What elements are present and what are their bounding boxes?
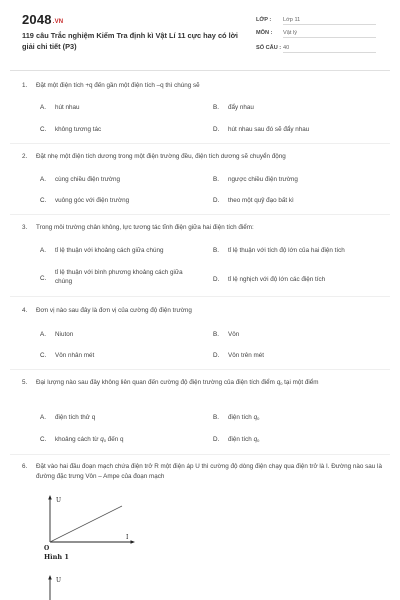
y-axis-arrow	[48, 575, 52, 580]
q5-option-b[interactable]: B. điện tích $q_0$	[213, 414, 260, 421]
question-number: 3.	[22, 224, 28, 231]
q1-option-a[interactable]: A. hút nhau	[40, 104, 80, 111]
x-axis-label: I	[126, 534, 129, 541]
question-number: 6.	[22, 463, 28, 470]
question-text: Đặt một điện tích +q đến gần một điện tích –q thì chúng sẽ	[36, 82, 200, 89]
y-axis-label: U	[56, 577, 62, 584]
question-1	[22, 81, 382, 91]
header-divider	[10, 70, 390, 71]
question-count-value: 40	[283, 45, 376, 53]
q1-option-c[interactable]: C. không tương tác	[40, 126, 102, 133]
q5-option-a[interactable]: A. điện tích thử q	[40, 414, 96, 421]
question-3	[22, 223, 382, 233]
q1-option-d[interactable]: D. hút nhau sau đó sẽ đẩy nhau	[213, 126, 310, 133]
origin-label: O	[44, 545, 50, 552]
question-6	[22, 462, 382, 482]
question-text: Đặt nhẹ một điện tích dương trong một điện trường đều, điện tích dương sẽ chuyển động	[36, 153, 286, 160]
x-axis-arrow	[131, 540, 136, 544]
q3-option-c[interactable]: C. tỉ lệ thuận với bình phương khoảng cách giữa chúng	[40, 269, 183, 286]
q4-option-c[interactable]: C. Vôn nhân mét	[40, 352, 95, 359]
class-label: LỚP :	[256, 17, 272, 23]
question-text: Đại lượng nào sau đây không liên quan đến cường độ điện trường của điện tích điểm $q_0$ tại một điểm	[36, 379, 319, 386]
question-number: 4.	[22, 307, 28, 314]
q2-option-c[interactable]: C. vuông góc với điện trường	[40, 197, 130, 204]
question-number: 5.	[22, 379, 28, 386]
y-axis-label: U	[56, 497, 62, 504]
question-2	[22, 152, 382, 162]
q2-option-b[interactable]: B. ngược chiều điện trường	[213, 176, 298, 183]
q2-option-a[interactable]: A. cùng chiều điện trường	[40, 176, 121, 183]
question-text: Đặt vào hai đầu đoạn mạch chứa điện trở R một điện áp U thì cường độ dòng điện chạy qua điện trở là I. Đường nào sau là đường đặc trưng Vôn – Ampe của đoạn mạch	[36, 463, 382, 480]
q3-option-a[interactable]: A. tỉ lệ thuận với khoảng cách giữa chúng	[40, 247, 164, 254]
q5-option-c[interactable]: C. khoảng cách từ $q_0$ đến q	[40, 436, 124, 443]
question-count-label: SỐ CÂU :	[256, 45, 282, 51]
question-number: 2.	[22, 153, 28, 160]
question-separator	[10, 143, 390, 144]
q4-option-b[interactable]: B. Vôn	[213, 331, 240, 338]
document-title: 119 câu Trắc nghiệm Kiểm Tra định kì Vật Lí 11 cực hay có lời giải chi tiết (P3)	[22, 31, 238, 51]
site-logo[interactable]: 2048.VN	[22, 12, 64, 27]
question-separator	[10, 296, 390, 297]
characteristic-line	[50, 506, 122, 542]
q3-option-d[interactable]: D. tỉ lệ nghịch với độ lớn các điện tích	[213, 276, 326, 283]
subject-label: MÔN :	[256, 30, 273, 36]
q2-option-d[interactable]: D. theo một quỹ đạo bất kì	[213, 197, 294, 204]
logo-suffix: .VN	[52, 19, 64, 25]
figure-1-graph	[40, 492, 140, 552]
question-separator	[10, 369, 390, 370]
figure-1-caption: Hình 1	[44, 553, 69, 561]
question-separator	[10, 214, 390, 215]
question-number: 1.	[22, 82, 28, 89]
q4-option-a[interactable]: A. Niuton	[40, 331, 74, 338]
question-5	[22, 378, 382, 388]
y-axis-arrow	[48, 495, 52, 500]
question-separator	[10, 454, 390, 455]
q4-option-d[interactable]: D. Vôn trên mét	[213, 352, 265, 359]
question-text: Đơn vị nào sau đây là đơn vị của cường độ điện trường	[36, 307, 192, 314]
q1-option-b[interactable]: B. đẩy nhau	[213, 104, 254, 111]
question-text: Trong môi trường chân không, lực tương tác tĩnh điện giữa hai điện tích điểm:	[36, 224, 254, 231]
q3-option-b[interactable]: B. tỉ lệ thuận với tích độ lớn của hai điện tích	[213, 247, 345, 254]
question-4	[22, 306, 382, 316]
class-value: Lớp 11	[283, 17, 376, 25]
q5-option-d[interactable]: D. điện tích $q_0$	[213, 436, 260, 443]
figure-2-graph	[40, 570, 140, 600]
subject-value: Vật lý	[283, 30, 376, 38]
